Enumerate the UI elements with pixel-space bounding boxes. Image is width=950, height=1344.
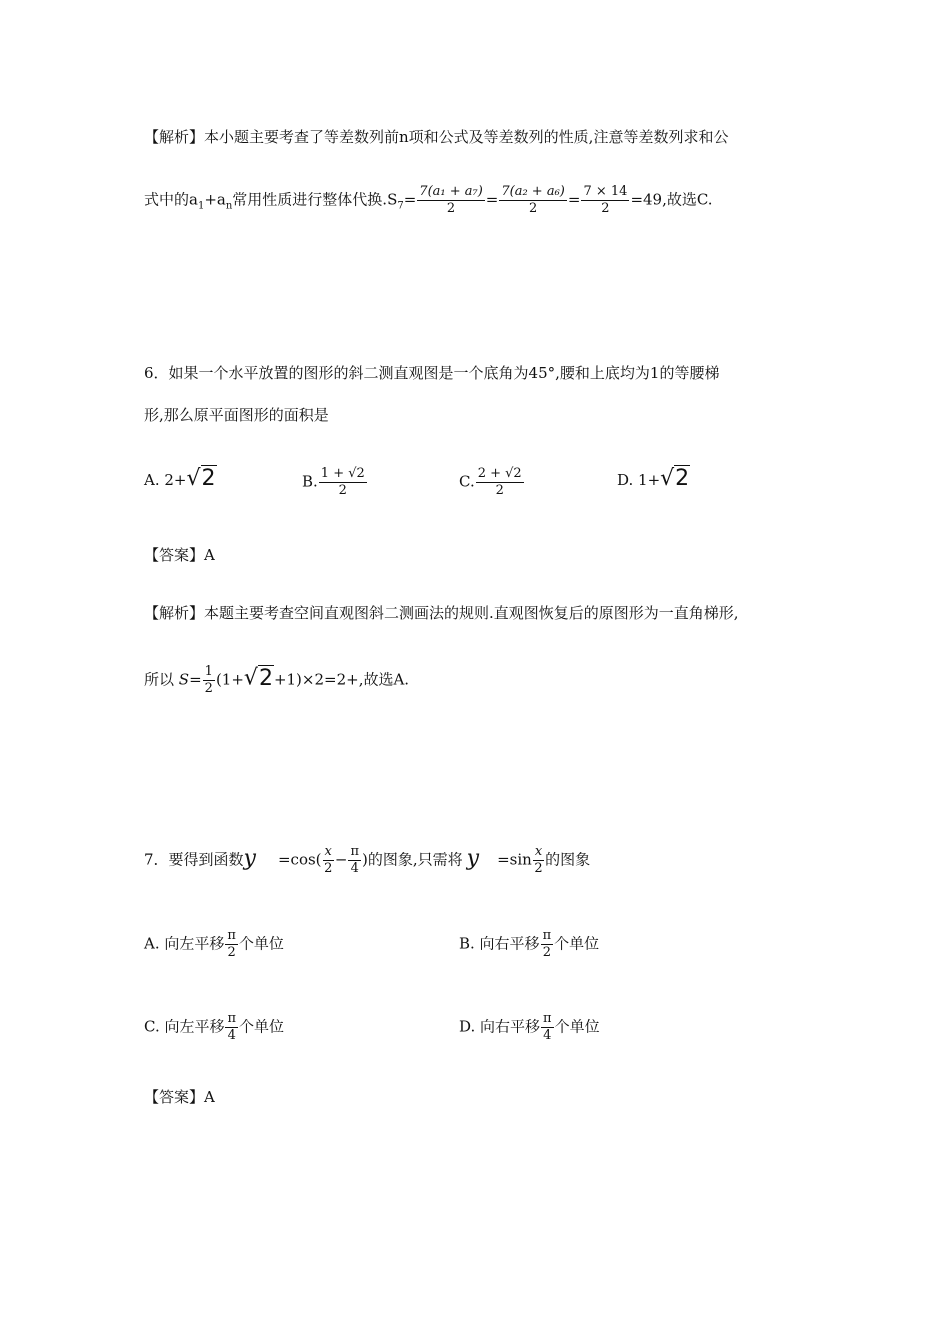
q7-option-a: A. 向左平移 $\frac{\pi}{2}$ 个单位 bbox=[144, 928, 284, 960]
fraction: $\frac{\pi}{4}$ bbox=[227, 1011, 237, 1043]
fraction: $\frac{x}{2}$ bbox=[324, 844, 333, 876]
analysis-label: 【解析】 bbox=[144, 128, 205, 146]
fraction: $\frac{\text{7(a₁ + a₇)}}{2}$ bbox=[419, 184, 483, 216]
q7-option-c: C. 向左平移 $\frac{\pi}{4}$ 个单位 bbox=[144, 1011, 285, 1043]
q7-option-b: B. 向右平移 $\frac{\pi}{2}$ 个单位 bbox=[459, 928, 600, 960]
sqrt-symbol: √2 bbox=[243, 665, 273, 691]
q6-stem-line2: 形,那么原平面图形的面积是 bbox=[144, 406, 329, 424]
fraction: $\frac{\pi}{2}$ bbox=[227, 928, 236, 960]
fraction: $\frac{\pi}{2}$ bbox=[542, 928, 552, 960]
q6-stem-line1: 6．如果一个水平放置的图形的斜二测直观图是一个底角为45°,腰和上底均为1的等腰梯 bbox=[144, 364, 720, 382]
q7-option-d: D. 向右平移 $\frac{\pi}{4}$ 个单位 bbox=[459, 1011, 600, 1043]
fraction: $\frac{x}{2}$ bbox=[534, 844, 543, 876]
q6-analysis-line2: 所以 S= $\frac{1}{2}$ (1+√2+1)×2=2+,故选A. bbox=[144, 664, 410, 696]
q6-analysis-line1: 【解析】本题主要考查空间直观图斜二测画法的规则.直观图恢复后的原图形为一直角梯形, bbox=[144, 604, 739, 622]
prev-analysis-line2: 式中的$a_1+a_n$常用性质进行整体代换$.S_7=$ $\frac{\text{7(a₁ + a₇)}}{2}$ = $\frac{\text{7(a₂ + a₆)}}{2}$ = $\frac{7 \times 14}{2}$ =49,故选C. bbox=[144, 184, 713, 216]
fraction: $\frac{\pi}{4}$ bbox=[350, 844, 360, 876]
q7-stem: 7．要得到函数y =cos( $\frac{x}{2}$ − $\frac{\pi}{4}$ )的图象,只需将 y =sin $\frac{x}{2}$ 的图象 bbox=[144, 844, 591, 876]
prev-analysis-line1: 【解析】本小题主要考查了等差数列前n项和公式及等差数列的性质,注意等差数列求和公 bbox=[144, 128, 729, 146]
fraction: $\frac{1}{2}$ bbox=[204, 664, 213, 696]
fraction: $\frac{\text{7(a₂ + a₆)}}{2}$ bbox=[501, 184, 565, 216]
fraction: $\frac{7 \times 14}{2}$ bbox=[583, 184, 628, 216]
sqrt-symbol: √2 bbox=[186, 466, 216, 491]
analysis-label: 【解析】 bbox=[144, 604, 205, 622]
q6-option-c: C. $\frac{2 + √2}{2}$ bbox=[459, 466, 522, 498]
fraction: $\frac{1 + √2}{2}$ bbox=[320, 466, 365, 498]
q6-option-a: A. 2+√2 bbox=[144, 466, 216, 491]
q6-option-d: D. 1+√2 bbox=[617, 466, 690, 491]
fraction: $\frac{2 + √2}{2}$ bbox=[477, 466, 522, 498]
q6-answer: 【答案】A bbox=[144, 546, 215, 564]
q6-option-b: B. $\frac{1 + √2}{2}$ bbox=[302, 466, 365, 498]
sqrt-symbol: √2 bbox=[660, 466, 690, 491]
fraction: $\frac{\pi}{4}$ bbox=[543, 1011, 552, 1043]
q7-answer: 【答案】A bbox=[144, 1088, 215, 1106]
